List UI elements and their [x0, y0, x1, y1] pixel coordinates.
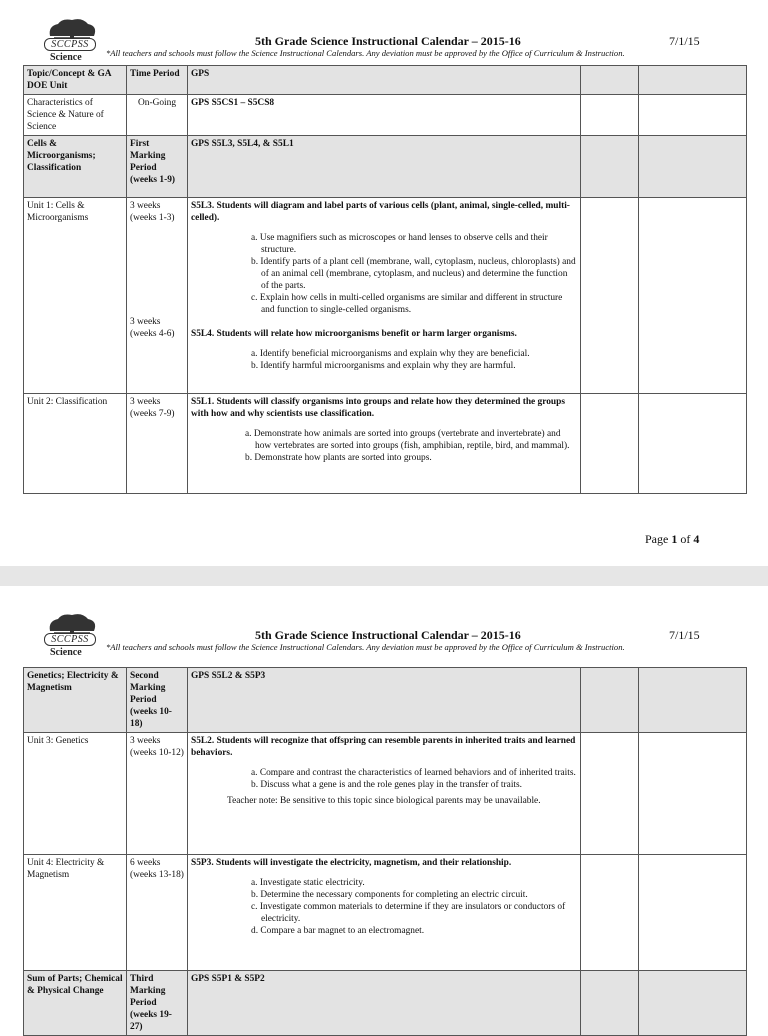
blank-cell: [639, 971, 747, 1036]
table-row-unit-1: [24, 198, 747, 394]
page-number: [645, 532, 699, 547]
logo-brand-text: SCCPSS: [44, 633, 96, 646]
standard-s5l3-items: [191, 232, 577, 316]
page-header: [0, 0, 768, 63]
blank-cell: [581, 95, 639, 136]
gps-cell: [188, 394, 581, 494]
standard-s5l2: S5L2. Students will recognize that offspring can resemble parents in inherited traits and learned behaviors.: [191, 736, 576, 758]
standard-s5l2-items: [191, 767, 577, 791]
marking-period-row: [24, 668, 747, 733]
blank-cell: [581, 733, 639, 855]
topic-cell: Sum of Parts; Chemical & Physical Change: [24, 971, 127, 1036]
table-row: [24, 95, 747, 136]
time-cell: First Marking Period (weeks 1-9): [127, 136, 188, 198]
sccpss-logo: [44, 16, 100, 63]
gps-cell: GPS S5L3, S5L4, & S5L1: [188, 136, 581, 198]
list-item: b. Identify harmful microorganisms and explain why they are harmful.: [251, 361, 516, 371]
page-of: of: [680, 532, 691, 546]
blank-cell: [581, 855, 639, 971]
list-item: c. Explain how cells in multi-celled organisms are similar and different in structure and function to single-celled organisms.: [251, 293, 563, 315]
page-title: 5th Grade Science Instructional Calendar – 2015-16: [255, 34, 521, 48]
list-item: b. Demonstrate how plants are sorted into groups.: [245, 453, 432, 463]
document-date: 7/1/15: [669, 628, 700, 642]
time-cell: [127, 198, 188, 394]
topic-cell: Genetics; Electricity & Magnetism: [24, 668, 127, 733]
blank-cell: [639, 95, 747, 136]
blank-cell: [581, 198, 639, 394]
deviation-notice: *All teachers and schools must follow the Science Instructional Calendars. Any deviation must be approved by the Office of Curriculum & Instruction.: [106, 48, 625, 58]
time-cell: Second Marking Period (weeks 10-18): [127, 668, 188, 733]
table-header-row: [24, 66, 747, 95]
table-row-unit-4: [24, 855, 747, 971]
gps-cell: [188, 733, 581, 855]
time-cell: Third Marking Period (weeks 19-27): [127, 971, 188, 1036]
blank-cell: [639, 668, 747, 733]
deviation-notice: *All teachers and schools must follow the Science Instructional Calendars. Any deviation must be approved by the Office of Curriculum & Instruction.: [106, 642, 625, 652]
time-cell: 3 weeks (weeks 7-9): [127, 394, 188, 494]
time-cell: 3 weeks (weeks 10-12): [127, 733, 188, 855]
list-item: a. Compare and contrast the characteristics of learned behaviors and of inherited traits.: [251, 768, 576, 778]
calendar-table-page-2: [23, 667, 747, 1036]
topic-cell: Unit 1: Cells & Microorganisms: [24, 198, 127, 394]
page-title: 5th Grade Science Instructional Calendar – 2015-16: [255, 628, 521, 642]
marking-period-row: [24, 971, 747, 1036]
header-blank-2: [639, 66, 747, 95]
list-item: d. Compare a bar magnet to an electromagnet.: [251, 926, 425, 936]
standard-s5p3: S5P3. Students will investigate the electricity, magnetism, and their relationship.: [191, 858, 512, 868]
marking-period-row: [24, 136, 747, 198]
topic-cell: Unit 3: Genetics: [24, 733, 127, 855]
standard-s5l1-items: [191, 428, 577, 464]
page-current: 1: [671, 532, 678, 546]
logo-science-text: Science: [50, 647, 82, 658]
time-unit1-a: 3 weeks (weeks 1-3): [130, 201, 175, 223]
blank-cell: [581, 136, 639, 198]
time-unit1-b: 3 weeks (weeks 4-6): [130, 317, 175, 339]
gps-cell: [188, 198, 581, 394]
standard-s5l3: S5L3. Students will diagram and label parts of various cells (plant, animal, single-celled, multi-celled).: [191, 201, 570, 223]
topic-cell: Cells & Microorganisms; Classification: [24, 136, 127, 198]
standard-s5l4: S5L4. Students will relate how microorganisms benefit or harm larger organisms.: [191, 329, 517, 339]
page-separator: [0, 566, 768, 586]
header-gps: GPS: [188, 66, 581, 95]
document-page-2: [0, 585, 768, 1032]
list-item: a. Use magnifiers such as microscopes or hand lenses to observe cells and their structure.: [251, 233, 548, 255]
page-header: [0, 585, 768, 658]
header-topic: Topic/Concept & GA DOE Unit: [24, 66, 127, 95]
blank-cell: [639, 733, 747, 855]
list-item: c. Investigate common materials to determine if they are insulators or conductors of electricity.: [251, 902, 566, 924]
gps-cell: [188, 855, 581, 971]
sccpss-logo: [44, 611, 100, 658]
blank-cell: [639, 855, 747, 971]
list-item: b. Identify parts of a plant cell (membrane, wall, cytoplasm, nucleus, chloroplasts) and of an animal cell (membrane, cytoplasm, and nucleus) and determine the function of the parts.: [251, 257, 576, 291]
blank-cell: [581, 971, 639, 1036]
time-cell: On-Going: [127, 95, 188, 136]
table-row-unit-2: [24, 394, 747, 494]
list-item: a. Identify beneficial microorganisms and explain why they are beneficial.: [251, 349, 530, 359]
page-label: Page: [645, 532, 669, 546]
time-cell: 6 weeks (weeks 13-18): [127, 855, 188, 971]
logo-brand-text: SCCPSS: [44, 38, 96, 51]
list-item: a. Investigate static electricity.: [251, 878, 365, 888]
calendar-table-page-1: [23, 65, 747, 494]
blank-cell: [581, 394, 639, 494]
list-item: b. Discuss what a gene is and the role genes play in the transfer of traits.: [251, 780, 523, 790]
standard-s5l1: S5L1. Students will classify organisms into groups and relate how they determined the groups with how and why scientists use classification.: [191, 397, 565, 419]
gps-cell: GPS S5P1 & S5P2: [188, 971, 581, 1036]
topic-cell: Unit 2: Classification: [24, 394, 127, 494]
logo-science-text: Science: [50, 52, 82, 63]
blank-cell: [639, 198, 747, 394]
standard-s5p3-items: [191, 877, 577, 937]
table-row-unit-3: [24, 733, 747, 855]
blank-cell: [581, 668, 639, 733]
blank-cell: [639, 136, 747, 198]
gps-cell: GPS S5CS1 – S5CS8: [188, 95, 581, 136]
topic-cell: Characteristics of Science & Nature of Science: [24, 95, 127, 136]
list-item: b. Determine the necessary components for completing an electric circuit.: [251, 890, 528, 900]
standard-s5l4-items: [191, 348, 577, 372]
blank-cell: [639, 394, 747, 494]
header-blank-1: [581, 66, 639, 95]
list-item: a. Demonstrate how animals are sorted into groups (vertebrate and invertebrate) and how vertebrates are sorted into groups (fish, amphibian, reptile, bird, and mammal).: [245, 429, 570, 451]
teacher-note: Teacher note: Be sensitive to this topic since biological parents may be unavailable.: [227, 796, 541, 806]
topic-cell: Unit 4: Electricity & Magnetism: [24, 855, 127, 971]
header-time-period: Time Period: [127, 66, 188, 95]
gps-cell: GPS S5L2 & S5P3: [188, 668, 581, 733]
document-date: 7/1/15: [669, 34, 700, 48]
page-total: 4: [693, 532, 700, 546]
